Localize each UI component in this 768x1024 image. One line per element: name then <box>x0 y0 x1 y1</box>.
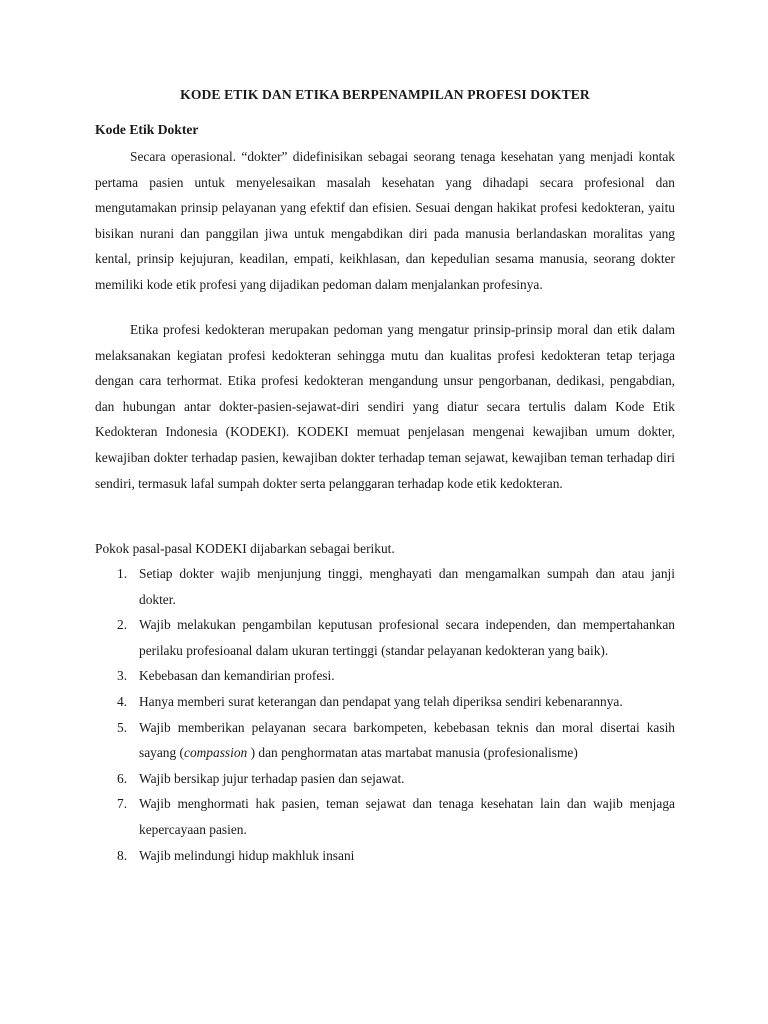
list-item-text-part: Wajib memberikan pelayanan secara barkompeten, kebebasan teknis dan moral disertai kasih sayang ( <box>139 719 675 761</box>
list-item <box>95 843 675 869</box>
list-item <box>95 791 675 842</box>
list-item <box>95 561 675 612</box>
list-item <box>95 715 675 766</box>
list-item-number: 1. <box>117 566 128 581</box>
list-item <box>95 766 675 792</box>
list-item-number: 7. <box>117 796 128 812</box>
list-item-text-part: ) dan penghormatan atas martabat manusia (profesionalisme) <box>247 745 578 761</box>
list-item-text: Setiap dokter wajib menjunjung tinggi, menghayati dan mengamalkan sumpah dan atau janji dokter. <box>139 566 675 607</box>
list-item-text: Wajib bersikap jujur terhadap pasien dan sejawat. <box>139 770 405 786</box>
list-item-text: Hanya memberi surat keterangan dan pendapat yang telah diperiksa sendiri kebenarannya. <box>139 693 623 709</box>
kodeki-list <box>95 561 675 868</box>
list-item-number: 5. <box>117 719 128 735</box>
document-title: KODE ETIK DAN ETIKA BERPENAMPILAN PROFESI DOKTER <box>180 87 590 102</box>
italic-term: compassion <box>184 745 248 761</box>
list-item-number: 8. <box>117 847 128 863</box>
list-item-number: 2. <box>117 617 128 633</box>
list-item-text <box>139 715 675 766</box>
paragraph-1: Secara operasional. “dokter” didefinisikan sebagai seorang tenaga kesehatan yang menjadi kontak pertama pasien untuk menyelesaikan masalah kesehatan yang dihadapi secara profesional dan mengutamakan prinsip pelayanan yang efektif dan efisien. Sesuai dengan hakikat profesi kedokteran, yaitu bisikan nurani dan panggilan jiwa untuk mengabdikan diri pada manusia berlandaskan moralitas yang kental, prinsip kejujuran, keadilan, empati, keikhlasan, dan kepedulian sesama manusia, seorang dokter memiliki kode etik profesi yang dijadikan pedoman dalam menjalankan profesinya. <box>95 149 675 292</box>
list-item-number: 4. <box>117 693 128 709</box>
list-item-text: Kebebasan dan kemandirian profesi. <box>139 668 335 684</box>
list-item-number: 6. <box>117 770 128 786</box>
section-heading: Kode Etik Dokter <box>95 122 199 137</box>
list-item-number: 3. <box>117 668 128 684</box>
list-item <box>95 612 675 663</box>
list-item <box>95 689 675 715</box>
paragraph-2: Etika profesi kedokteran merupakan pedoman yang mengatur prinsip-prinsip moral dan etik dalam melaksanakan kegiatan profesi kedokteran sehingga mutu dan kualitas profesi kedokteran tetap terjaga dengan cara terhormat. Etika profesi kedokteran mengandung unsur pengorbanan, dedikasi, pengabdian, dan hubungan antar dokter-pasien-sejawat-diri sendiri yang diatur secara tertulis dalam Kode Etik Kedokteran Indonesia (KODEKI). KODEKI memuat penjelasan mengenai kewajiban umum dokter, kewajiban dokter terhadap pasien, kewajiban dokter terhadap teman sejawat, kewajiban teman terhadap diri sendiri, termasuk lafal sumpah dokter serta pelanggaran terhadap kode etik kedokteran. <box>95 322 675 491</box>
list-item-text: Wajib melindungi hidup makhluk insani <box>139 847 355 863</box>
list-item-text: Wajib melakukan pengambilan keputusan profesional secara independen, dan mempertahankan perilaku profesioanal dalam ukuran tertinggi (standar pelayanan kedokteran yang baik). <box>139 617 675 658</box>
list-intro: Pokok pasal-pasal KODEKI dijabarkan sebagai berikut. <box>95 541 395 556</box>
list-item <box>95 663 675 689</box>
list-item-text: Wajib menghormati hak pasien, teman sejawat dan tenaga kesehatan lain dan wajib menjaga kepercayaan pasien. <box>139 796 675 837</box>
